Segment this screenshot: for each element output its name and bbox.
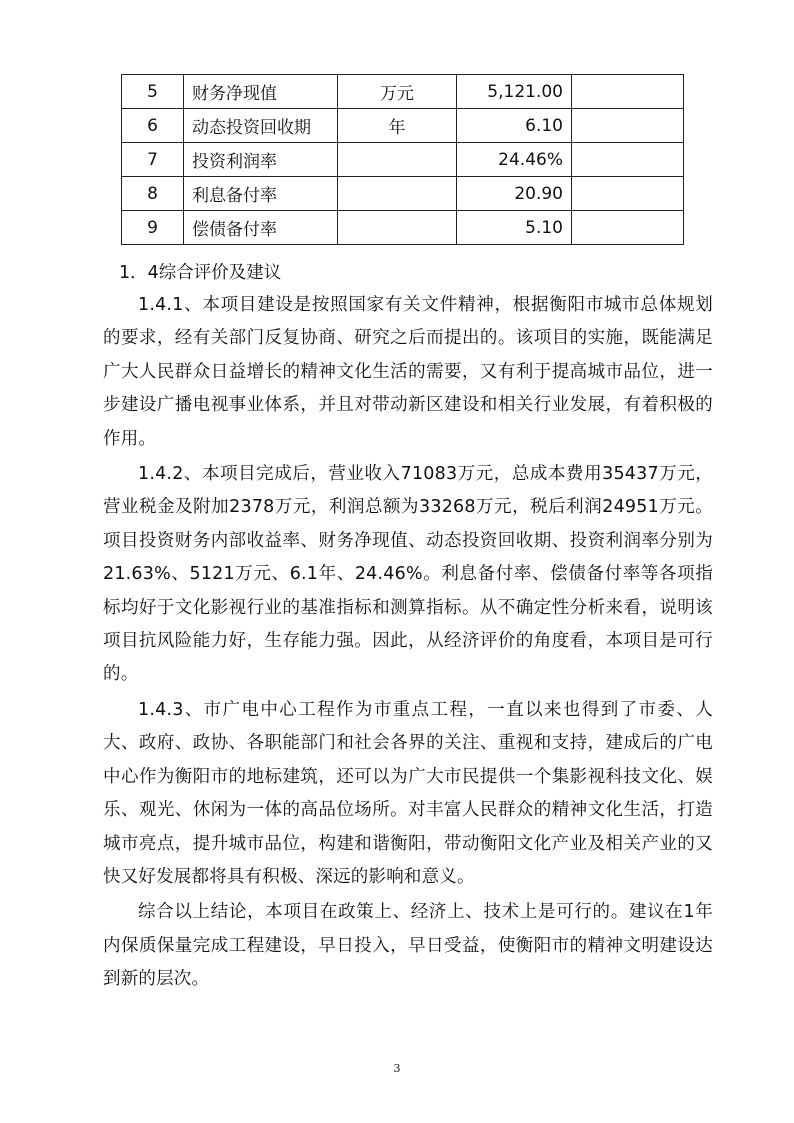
row-number: 8 <box>122 177 184 211</box>
table-row <box>122 177 684 211</box>
table-row <box>122 211 684 245</box>
row-number: 5 <box>122 75 184 109</box>
indicator-name: 动态投资回收期 <box>184 109 338 143</box>
indicator-name: 偿债备付率 <box>184 211 338 245</box>
section-heading: 1．4综合评价及建议 <box>119 263 282 283</box>
section-body <box>103 258 713 997</box>
table-row <box>122 143 684 177</box>
indicator-note <box>572 177 684 211</box>
page-number: 3 <box>393 1062 401 1075</box>
row-number: 9 <box>122 211 184 245</box>
table-row <box>122 109 684 143</box>
paragraph-1-4-2: 1.4.2、本项目完成后，营业收入71083万元，总成本费用35437万元，营业税金及附加2378万元，利润总额为33268万元，税后利润24951万元。项目投资财务内部收益率、财务净现值、动态投资回收期、投资利润率分别为21.63%、5121万元、6.1年、24.46%。利息备付率、偿债备付率等各项指标均好于文化影视行业的基准指标和测算指标。从不确定性分析来看，说明该项目抗风险能力好，生存能力强。因此，从经济评价的角度看，本项目是可行的。 <box>103 464 713 685</box>
paragraph-1-4-1: 1.4.1、本项目建设是按照国家有关文件精神，根据衡阳市城市总体规划的要求，经有关部门反复协商、研究之后而提出的。该项目的实施，既能满足广大人民群众日益增长的精神文化生活的需要，又有利于提高城市品位，进一步建设广播电视事业体系，并且对带动新区建设和相关行业发展，有着积极的作用。 <box>103 295 713 449</box>
indicator-note <box>572 143 684 177</box>
row-number: 6 <box>122 109 184 143</box>
paragraph-conclusion: 综合以上结论，本项目在政策上、经济上、技术上是可行的。建议在1年内保质保量完成工程建设，早日投入，早日受益，使衡阳市的精神文明建设达到新的层次。 <box>103 902 713 990</box>
indicator-value: 20.90 <box>457 177 572 211</box>
indicator-value: 6.10 <box>457 109 572 143</box>
indicator-value: 24.46% <box>457 143 572 177</box>
indicator-note <box>572 109 684 143</box>
paragraph-1-4-3: 1.4.3、市广电中心工程作为市重点工程，一直以来也得到了市委、人大、政府、政协、各职能部门和社会各界的关注、重视和支持，建成后的广电中心作为衡阳市的地标建筑，还可以为广大市民提供一个集影视科技文化、娱乐、观光、休闲为一体的高品位场所。对丰富人民群众的精神文化生活，打造城市亮点，提升城市品位，构建和谐衡阳，带动衡阳文化产业及相关产业的又快又好发展都将具有积极、深远的影响和意义。 <box>103 699 713 887</box>
indicator-name: 财务净现值 <box>184 75 338 109</box>
indicator-unit <box>338 177 457 211</box>
table-row <box>122 75 684 109</box>
indicator-name: 投资利润率 <box>184 143 338 177</box>
indicator-name: 利息备付率 <box>184 177 338 211</box>
indicator-value: 5,121.00 <box>457 75 572 109</box>
indicator-value: 5.10 <box>457 211 572 245</box>
indicator-unit: 年 <box>338 109 457 143</box>
indicator-unit: 万元 <box>338 75 457 109</box>
financial-indicators-table <box>121 74 684 245</box>
row-number: 7 <box>122 143 184 177</box>
indicator-unit <box>338 211 457 245</box>
indicator-unit <box>338 143 457 177</box>
indicator-note <box>572 211 684 245</box>
indicator-note <box>572 75 684 109</box>
